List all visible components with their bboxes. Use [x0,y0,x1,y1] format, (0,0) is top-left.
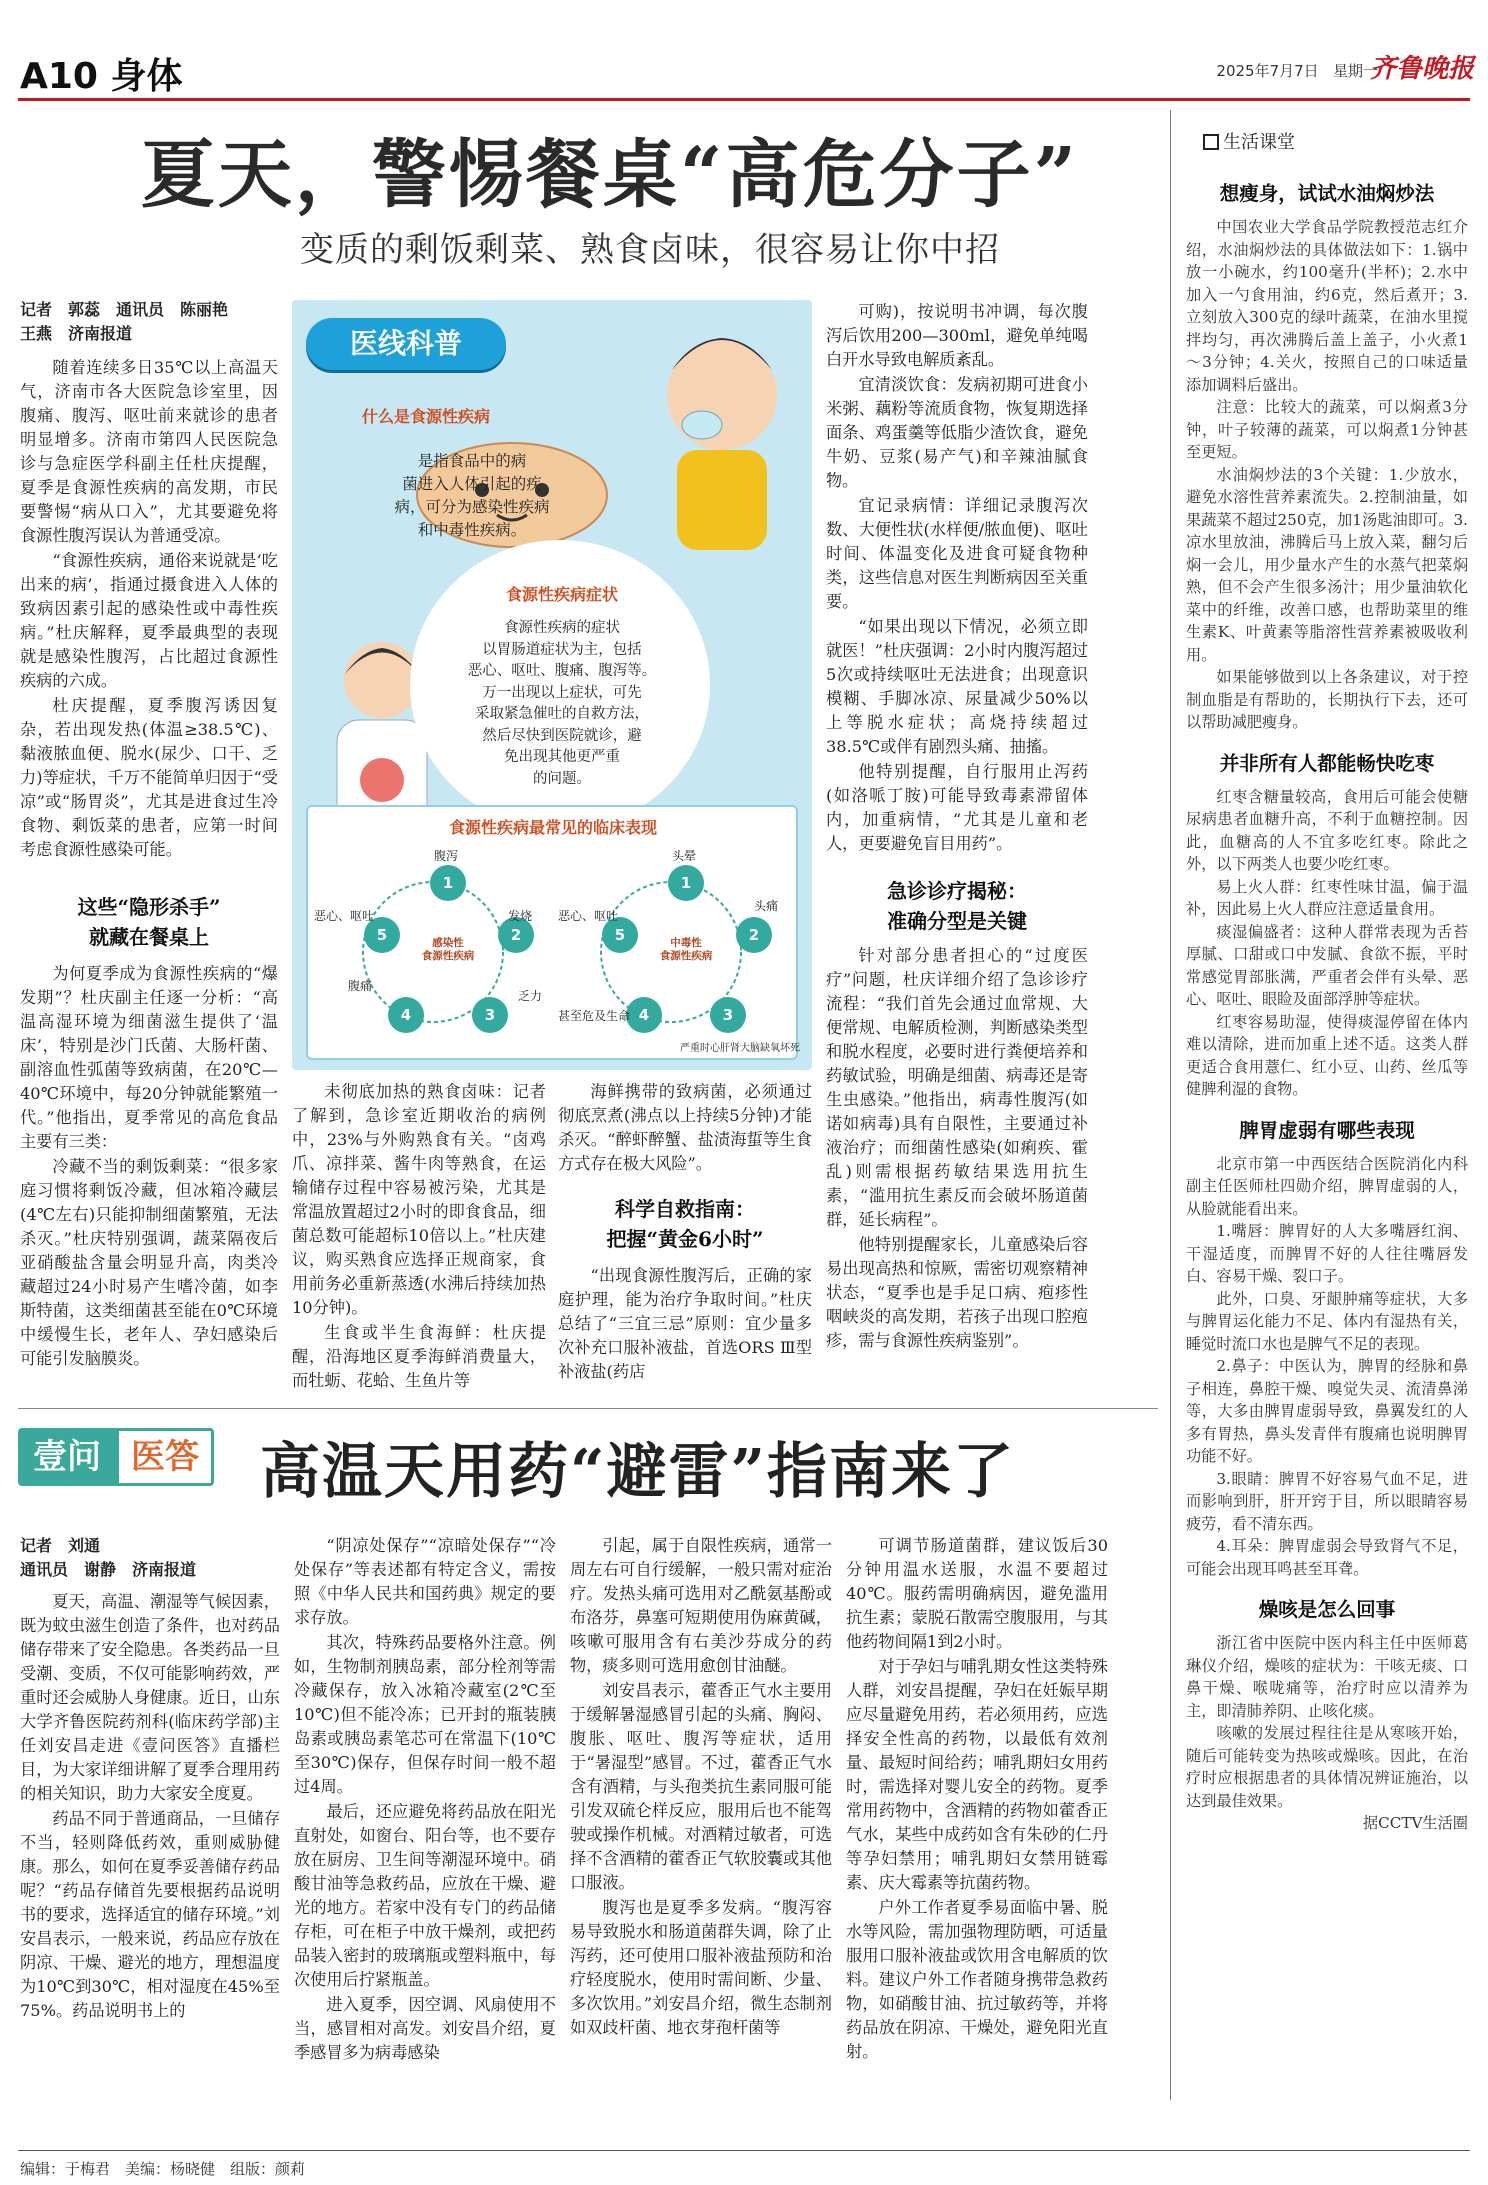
sidebar-title-3: 脾胃虚弱有哪些表现 [1239,1118,1415,1142]
paragraph: 可购)，按说明书冲调，每次腹泻后饮用200—300ml，避免单纯喝白开水导致电解质紊乱。 [826,302,1088,369]
sidebar-title-2: 并非所有人都能畅快吃枣 [1219,751,1435,775]
paragraph: 生食或半生食海鲜：杜庆提醒，沿海地区夏季海鲜消费量大，而牡蛎、花蛤、生鱼片等 [292,1323,546,1390]
main-subheadline: 变质的剩饭剩菜、熟食卤味，很容易让你中招 [300,230,1000,270]
step-2: 2 [736,917,772,953]
paragraph: 冷藏不当的剩饭剩菜：“很多家庭习惯将剩饭冷藏，但冰箱冷藏层(4℃左右)只能抑制细菌繁殖，无法杀灭。”杜庆特别强调，蔬菜隔夜后亚硝酸盐含量会明显升高，肉类冷藏超过24小时易产生嗜冷菌，如李斯特菌，这类细菌甚至能在0℃环境中缓慢生长，老年人、孕妇感染后可能引发脑膜炎。 [20,1157,278,1368]
step-1: 1 [668,865,704,901]
symptom-label: 乏力 [518,989,543,1003]
qa-col1 [20,1590,280,2024]
sidebar-column [1186,160,1468,1835]
paragraph: 宜记录病情：详细记录腹泻次数、大便性状(水样便/脓血便)、呕吐时间、体温变化及进食可疑食物种类，这些信息对医生判断病因至关重要。 [826,496,1088,611]
paragraph: 为何夏季成为食源性疾病的“爆发期”？杜庆副主任逐一分析：“高温高湿环境为细菌滋生提供了‘温床’，特别是沙门氏菌、大肠杆菌、副溶血性弧菌等致病菌，在20℃—40℃环境中，每20分钟就能繁殖一代。”他指出，夏季常见的高危食品主要有三类： [20,964,278,1151]
left-diagram-center: 感染性 食源性疾病 [421,937,475,962]
clinical-manifestation-panel [306,805,798,1060]
paragraph: 药品不同于普通商品，一旦储存不当，轻则降低药效，重则威胁健康。那么，如何在夏季妥善储存药品呢？“药品存储首先要根据药品说明书的要求，选择适宜的储存环境。”刘安昌表示，一般来说，药品应存放在阴凉、干燥、避光的地方，理想温度为10℃到30℃，相对湿度在45%至75%。药品说明书上的 [20,1809,280,2020]
step-3: 3 [710,997,746,1033]
footer-rule [18,2150,1470,2151]
paragraph: 他特别提醒，自行服用止泻药(如洛哌丁胺)可能导致毒素滞留体内，加重病情，“尤其是儿童和老人，更要避免盲目用药”。 [826,762,1088,853]
main-col1-b [20,962,278,1372]
section-subtitle-2: 科学自救指南： 把握“黄金6小时” [606,1197,764,1251]
qa-col3 [570,1534,832,2041]
infographic-q2-text: 食源性疾病的症状 以胃肠道症状为主，包括 恶心、呕吐、腹痛、腹泻等。 万一出现以上症状，可先 采取紧急催吐的自救方法， 然后尽快到医院就诊，避 免出现其他更严重 的问题。 [467,620,657,787]
step-1: 1 [430,865,466,901]
newspaper-logo: 齐鲁晚报 [1369,54,1474,84]
paragraph: “阴凉处保存”“凉暗处保存”“冷处保存”等表述都有特定含义，需按照《中华人民共和国药典》规定的要求存放。 [294,1536,556,1627]
page-number: A10 身体 [20,56,183,97]
qa-byline: 记者 刘通 通讯员 谢静 济南报道 [20,1536,197,1579]
section-subtitle-1: 这些“隐形杀手” 就藏在餐桌上 [77,895,221,949]
infographic-banner: 医线科普 [306,318,506,370]
qa-col4 [846,1534,1108,2065]
symptom-label: 甚至危及生命 [558,1009,631,1023]
paragraph: 针对部分患者担心的“过度医疗”问题，杜庆详细介绍了急诊诊疗流程：“我们首先会通过血常规、大便常规、电解质检测，判断感染类型和脱水程度，必要时进行粪便培养和药敏试验，明确是细菌、病毒还是寄生虫感染。”他指出，病毒性腹泻(如诺如病毒)具有自限性，主要通过补液治疗；而细菌性感染(如痢疾、霍乱)则需根据药敏结果选用抗生素，“滥用抗生素反而会破坏肠道菌群，延长病程”。 [826,946,1088,1229]
sidebar-section-4: 浙江省中医院中医内科主任中医师葛琳仪介绍，燥咳的症状为：干咳无痰、口鼻干燥、喉咙痛等，治疗时应以清养为主，即清肺养阴、止咳化痰。 咳嗽的发展过程往往是从寒咳开始，随后可能转变为热咳或燥咳。因此，在治疗时应根据患者的具体情况辨证施治，以达到最佳效果。 [1186,1634,1468,1810]
symptom-label: 头晕 [672,849,697,863]
sidebar-source: 据CCTV生活圈 [1362,1814,1468,1832]
main-byline [20,298,278,346]
sidebar-tag: 生活课堂 [1203,128,1295,154]
symptom-label: 腹泻 [434,849,459,863]
qa-column-tag: 壹问 医答 [18,1428,214,1486]
symptom-label: 恶心、呕吐 [558,909,619,923]
infographic-food-illness [292,300,812,1070]
sidebar-divider [1170,110,1171,2100]
paragraph: 刘安昌表示，藿香正气水主要用于缓解暑湿感冒引起的头痛、胸闷、腹胀、呕吐、腹泻等症状，适用于“暑湿型”感冒。不过，藿香正气水含有酒精，与头孢类抗生素同服可能引发双硫仑样反应，服用后也不能驾驶或操作机械。对酒精过敏者，可选择不含酒精的藿香正气软胶囊或其他口服液。 [570,1681,832,1892]
infographic-q3-title: 食源性疾病最常见的临床表现 [448,818,657,837]
issue-date: 2025年7月7日 星期一 [1216,62,1378,80]
paragraph: “如果出现以下情况，必须立即就医！”杜庆强调：2小时内腹泻超过5次或持续呕吐无法进食；出现意识模糊、手脚冰凉、尿量减少50%以上等脱水症状；高烧持续超过38.5℃或伴有剧烈头痛、抽搐。 [826,617,1088,756]
step-2: 2 [498,917,534,953]
main-col3-b [558,1264,812,1385]
sidebar-section-3: 北京市第一中西医结合医院消化内科副主任医师杜四勋介绍，脾胃虚弱的人，从脸就能看出来。 1.嘴唇：脾胃好的人大多嘴唇红润、干湿适度，而脾胃不好的人往往嘴唇发白、容易干燥、裂口子。 此外，口臭、牙龈肿痛等症状，大多与脾胃运化能力不足、体内有湿热有关，睡觉时流口水也是脾气不足的表现。 2.鼻子：中医认为，脾胃的经脉和鼻子相连，鼻腔干燥、嗅觉失灵、流清鼻涕等，大多由脾胃虚弱导致，鼻翼发红的人多有胃热，鼻头发青伴有腹痛也说明脾胃功能不好。 3.眼睛：脾胃不好容易气血不足，进而影响到肝，肝开窍于目，所以眼睛容易疲劳，看不清东西。 4.耳朵：脾胃虚弱会导致肾气不足，可能会出现耳鸣甚至耳聋。 [1186,1154,1468,1578]
paragraph: 夏天，高温、潮湿等气候因素，既为蚊虫滋生创造了条件，也对药品储存带来了安全隐患。各类药品一旦受潮、变质，不仅可能影响药效，严重时还会威胁人身健康。近日，山东大学齐鲁医院药剂科(临床药学部)主任刘安昌走进《壹问医答》直播栏目，为大家详细讲解了夏季合理用药的相关知识，助力大家安全度夏。 [20,1592,280,1803]
editor-credits: 编辑：于梅君 美编：杨晓健 组版：颜莉 [20,2160,306,2178]
paragraph: “出现食源性腹泻后，正确的家庭护理，能为治疗争取时间。”杜庆总结了“三宜三忌”原则：宜少量多次补充口服补液盐，首选ORS Ⅲ型补液盐(药店 [558,1266,812,1381]
main-col3 [558,1080,812,1177]
symptom-label: 恶心、呕吐 [314,909,375,923]
paragraph: 海鲜携带的致病菌，必须通过彻底烹煮(沸点以上持续5分钟)才能杀灭。“醉虾醉蟹、盐渍海蜇等生食方式存在极大风险”。 [558,1082,812,1173]
step-5: 5 [602,917,638,953]
paragraph: 杜庆提醒，夏季腹泻诱因复杂，若出现发热(体温≥38.5℃)、黏液脓血便、脱水(尿少、口干、乏力)等症状，千万不能简单归因于“受凉”或“肠胃炎”，尤其是进食过生冷食物、剩饭菜的患者，应第一时间考虑食源性感染可能。 [20,696,278,859]
step-4: 4 [626,997,662,1033]
byline-reporters: 记者 郭蕊 通讯员 陈丽艳 [20,300,229,319]
symptom-label: 发烧 [508,909,533,923]
paragraph: 户外工作者夏季易面临中暑、脱水等风险，需加强物理防晒，可适量服用口服补液盐或饮用含电解质的饮料。建议户外工作者随身携带急救药物，如硝酸甘油、抗过敏药等，并将药品放在阴凉、干燥处，避免阳光直射。 [846,1898,1108,2061]
paragraph: 未彻底加热的熟食卤味：记者了解到，急诊室近期收治的病例中，23%与外购熟食有关。“卤鸡爪、凉拌菜、酱牛肉等熟食，在运输储存过程中容易被污染，尤其是常温放置超过2小时的即食食品，细菌总数可能超标10倍以上。”杜庆建议，购买熟食应选择正规商家，食用前务必重新蒸透(水沸后持续加热10分钟)。 [292,1082,546,1317]
symptom-label: 腹痛 [348,979,373,993]
sidebar-title-4: 燥咳是怎么回事 [1258,1598,1396,1621]
infographic-q1-text: 是指食品中的病 菌进入人体引起的疾 病，可分为感染性疾病 和中毒性疾病。 [394,452,550,539]
step-5: 5 [364,917,400,953]
paragraph: 腹泻也是夏季多发病。“腹泻容易导致脱水和肠道菌群失调，除了止泻药，还可使用口服补液盐预防和治疗轻度脱水，使用时需间断、少量、多次饮用。”刘安昌介绍，微生态制剂如双歧杆菌、地衣芽孢杆菌等 [570,1898,832,2037]
paragraph: 其次，特殊药品要格外注意。例如，生物制剂胰岛素，部分栓剂等需冷藏保存，放入冰箱冷藏室(2℃至10℃)但不能冷冻；已开封的瓶装胰岛素或胰岛素笔芯可在常温下(10℃至30℃)保存，但保存时间一般不超过4周。 [294,1633,556,1796]
right-diagram-center: 中毒性 食源性疾病 [659,937,713,962]
main-col4-b [826,944,1088,1354]
paragraph: 随着连续多日35℃以上高温天气，济南市各大医院急诊室里，因腹痛、腹泻、呕吐前来就诊的患者明显增多。济南市第四人民医院急诊与急症医学科副主任杜庆提醒，夏季是食源性疾病的高发期，市民要警惕“病从口入”，尤其要避免将食源性腹泻误认为普通受凉。 [20,358,278,545]
byline-location: 王燕 济南报道 [20,324,133,343]
paragraph: 引起，属于自限性疾病，通常一周左右可自行缓解，一般只需对症治疗。发热头痛可选用对乙酰氨基酚或布洛芬，鼻塞可短期使用伪麻黄碱，咳嗽可服用含有右美沙芬成分的药物，痰多则可选用愈创甘油醚。 [570,1536,832,1675]
paragraph: “食源性疾病，通俗来说就是‘吃出来的病’，指通过摄食进入人体的致病因素引起的感染性或中毒性疾病。”杜庆解释，夏季最典型的表现就是感染性腹泻，占比超过食源性疾病的六成。 [20,551,278,690]
infographic-q2-title: 食源性疾病症状 [505,585,618,604]
qa-headline: 高温天用药“避雷”指南来了 [260,1437,1016,1507]
paragraph: 宜清淡饮食：发病初期可进食小米粥、藕粉等流质食物，恢复期选择面条、鸡蛋羹等低脂少渣饮食，避免牛奶、豆浆(易产气)和辛辣油腻食物。 [826,375,1088,490]
symptom-label: 头痛 [754,899,779,913]
qa-col2 [294,1534,556,2066]
section-divider [18,1408,1158,1409]
sidebar-title-1: 想瘦身，试试水油焖炒法 [1219,182,1435,205]
sick-person-illustration [632,300,812,550]
paragraph: 对于孕妇与哺乳期女性这类特殊人群，刘安昌提醒，孕妇在妊娠早期应尽量避免用药，若必须用药，应选择安全性高的药物，以最低有效剂量、最短时间给药；哺乳期妇女用药时，需选择对婴儿安全的药物。夏季常用药物中，含酒精的药物如藿香正气水，某些中成药如含有朱砂的仁丹等孕妇禁用；哺乳期妇女禁用链霉素、庆大霉素等抗菌药物。 [846,1657,1108,1892]
step-4: 4 [388,997,424,1033]
paragraph: 最后，还应避免将药品放在阳光直射处，如窗台、阳台等，也不要存放在厨房、卫生间等潮湿环境中。硝酸甘油等急救药品，应放在干燥、避光的地方。若家中没有专门的药品储存柜，可在柜子中放干燥剂，或把药品装入密封的玻璃瓶或塑料瓶中，每次使用后拧紧瓶盖。 [294,1802,556,1989]
paragraph: 进入夏季，因空调、风扇使用不当，感冒相对高发。刘安昌介绍，夏季感冒多为病毒感染 [294,1995,556,2062]
note-icon [1203,134,1219,150]
step-3: 3 [472,997,508,1033]
symptom-label: 严重时心肝肾大脑缺氧坏死 [680,1043,800,1054]
header-rule [18,98,1470,101]
main-col2 [292,1080,546,1394]
main-headline: 夏天，警惕餐桌“高危分子” [140,132,1080,218]
main-col1 [20,356,278,863]
sidebar-section-2: 红枣含糖量较高，食用后可能会使糖尿病患者血糖升高，不利于血糖控制。因此，血糖高的人不宜多吃红枣。除此之外，以下两类人也要少吃红枣。 易上火人群：红枣性味甘温，偏于温补，因此易上火人群应注意适量食用。 痰湿偏盛者：这种人群常表现为舌苔厚腻、口甜或口中发腻、食欲不振，平时常感觉胃部胀满，严重者会伴有头晕、恶心、呕吐、眼睑及面部浮肿等症状。 红枣容易助湿，使得痰湿停留在体内难以清除，进而加重上述不适。这类人群更适合食用薏仁、红小豆、山药、丝瓜等健脾利湿的食物。 [1186,787,1468,1098]
section-subtitle-3: 急诊诊疗揭秘： 准确分型是关键 [887,879,1027,933]
sidebar-section-1: 中国农业大学食品学院教授范志红介绍，水油焖炒法的具体做法如下：1.锅中放一小碗水，约100毫升(半杯)；2.水中加入一勺食用油，约6克，然后煮开；3.立刻放入300克的绿叶蔬菜，在油水里搅拌均匀，再次沸腾后盖上盖子，小火煮1～3分钟；4.关火，按照自己的口味适量添加调料后盛出。 注意：比较大的蔬菜，可以焖煮3分钟，叶子较薄的蔬菜，可以焖煮1分钟甚至更短。 水油焖炒法的3个关键：1.少放水，避免水溶性营养素流失。2.控制油量，如果蔬菜不超过250克，加1汤匙油即可。3.凉水里放油，沸腾后马上放入菜，翻匀后焖一会儿，用少量水产生的水蒸气把菜焖熟，但不会产生很多汤汁；用少量油软化菜中的纤维，改善口感，也帮助菜里的维生素K、叶黄素等脂溶性营养素被吸收利用。 如果能够做到以上各条建议，对于控制血脂是有帮助的，长期执行下去，还可以帮助减肥瘦身。 [1186,218,1468,731]
paragraph: 他特别提醒家长，儿童感染后容易出现高热和惊厥，需密切观察精神状态，“夏季也是手足口病、疱疹性咽峡炎的高发期，若孩子出现口腔疱疹，需与食源性疾病鉴别”。 [826,1235,1088,1350]
infographic-q1-title: 什么是食源性疾病 [362,407,491,426]
paragraph: 可调节肠道菌群，建议饭后30分钟用温水送服，水温不要超过40℃。服药需明确病因，避免滥用抗生素；蒙脱石散需空腹服用，与其他药物间隔1到2小时。 [846,1536,1108,1651]
main-col4 [826,300,1088,857]
